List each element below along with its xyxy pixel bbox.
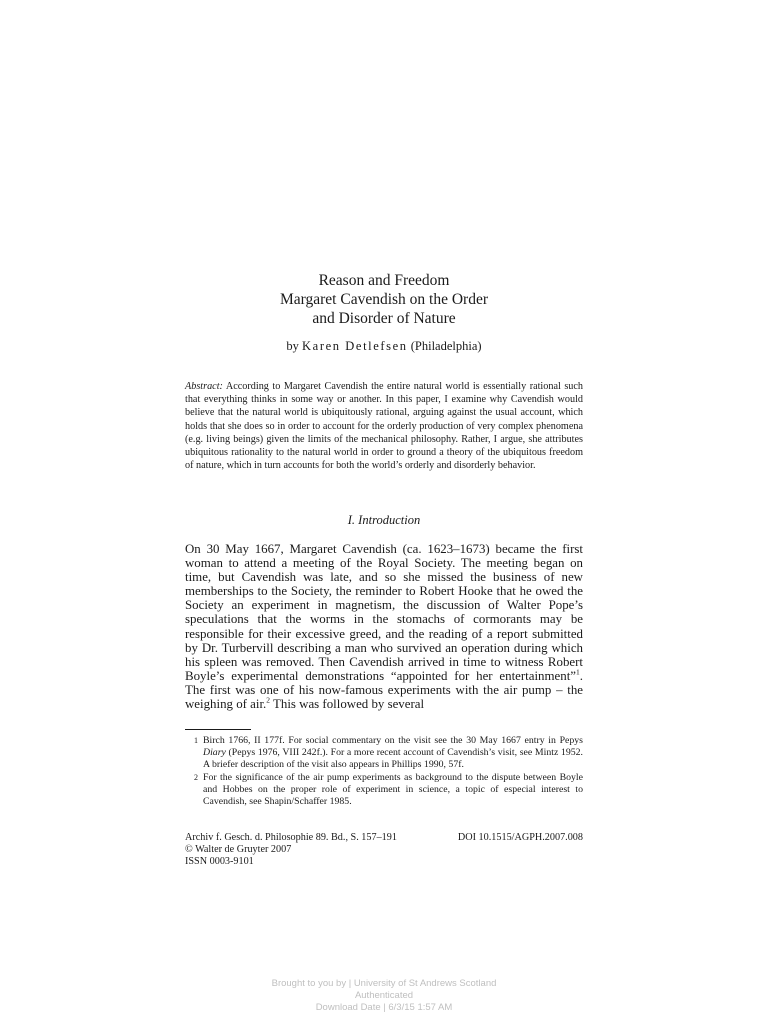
body-text-part-1: On 30 May 1667, Margaret Cavendish (ca. 1623–1673) became the first woman to attend a meeting of the Royal Society. The meeting began on time, but Cavendish was late, and so she missed the business of new memberships to the Society, the reminder to Robert Hooke that he owed the Society an experiment in magnetism, the discussion of Walter Pope’s speculations that the worms in the stomachs of cormorants may be responsible for their excessive greed, and the reading of a report submitted by Dr. Turbervill describing a man who survived an operation during which his spleen was removed. Then Cavendish arrived in time to witness Robert Boyle’s experimental demonstrations “appointed for her entertainment” bbox=[185, 542, 583, 683]
footnotes bbox=[185, 735, 583, 810]
footnote-text-a: Birch 1766, II 177f. For social commentary on the visit see the 30 May 1667 entry in Pepys bbox=[203, 735, 583, 746]
byline-prefix: by bbox=[286, 339, 299, 353]
footnote-number: 1 bbox=[194, 736, 198, 745]
abstract bbox=[185, 380, 583, 472]
footnote-number: 2 bbox=[194, 773, 198, 783]
footnote-ref-2[interactable]: 2 bbox=[266, 695, 271, 705]
publication-info bbox=[185, 832, 583, 867]
byline bbox=[184, 339, 584, 354]
download-watermark bbox=[184, 978, 584, 1013]
doi[interactable]: DOI 10.1515/AGPH.2007.008 bbox=[457, 832, 583, 843]
abstract-text: According to Margaret Cavendish the entire natural world is essentially rational such that everything thinks in some way or another. In this paper, I examine why Cavendish would believe that the natural world is ubiquitously rational, arguing against the usual account, which holds that she does so in order to account for the orderly production of very complex phenomena (e.g. living beings) given the limits of the mechanical philosophy. Rather, I argue, she attributes ubiquitous rationality to the natural world in order to ground a theory of the ubiquitous freedom of nature, which in turn accounts for both the world’s orderly and disorderly behavior. bbox=[185, 381, 584, 472]
footnote-text-a: For the significance of the air pump experiments as background to the dispute between Boyle and Hobbes on the proper role of experiment in science, a topic of especial interest to Cavendish, see Shapin/Schaffer 1985. bbox=[203, 772, 583, 808]
journal-citation: Archiv f. Gesch. d. Philosophie 89. Bd., S. 157–191 bbox=[185, 832, 397, 843]
footnote-1 bbox=[185, 735, 583, 771]
download-line-3: Download Date | 6/3/15 1:57 AM bbox=[315, 1001, 453, 1013]
author-name: Karen Detlefsen bbox=[302, 339, 408, 353]
title-line-3: and Disorder of Nature bbox=[312, 310, 456, 327]
publication-row bbox=[185, 832, 583, 844]
download-line-1: Brought to you by | University of St Andrews Scotland bbox=[271, 978, 497, 989]
issn: ISSN 0003-9101 bbox=[185, 855, 254, 867]
article-title bbox=[184, 271, 584, 328]
section-heading: I. Introduction bbox=[347, 513, 421, 527]
footnote-italic: Diary bbox=[203, 747, 226, 759]
title-line-2: Margaret Cavendish on the Order bbox=[279, 291, 489, 308]
title-line-1: Reason and Freedom bbox=[318, 272, 450, 289]
body-paragraph bbox=[185, 542, 583, 711]
body-text-part-3: This was followed by several bbox=[270, 697, 425, 712]
abstract-label: Abstract: bbox=[185, 381, 223, 392]
copyright: © Walter de Gruyter 2007 bbox=[185, 843, 292, 855]
footnote-text bbox=[203, 735, 583, 771]
footnote-ref-1[interactable]: 1 bbox=[576, 667, 580, 677]
footnote-text-b: (Pepys 1976, VIII 242f.). For a more recent account of Cavendish’s visit, see Mintz 1952. A briefer description of the visit also appears in Phillips 1990, 57f. bbox=[203, 747, 583, 771]
footnote-divider bbox=[185, 729, 251, 730]
download-line-2: Authenticated bbox=[354, 989, 414, 1001]
footnote-2 bbox=[185, 772, 583, 808]
footnote-text bbox=[203, 772, 583, 808]
body-text-part-2: . The first was one of his now-famous experiments with the air pump – the weighing of air. bbox=[185, 668, 583, 712]
author-affiliation: (Philadelphia) bbox=[410, 339, 482, 353]
